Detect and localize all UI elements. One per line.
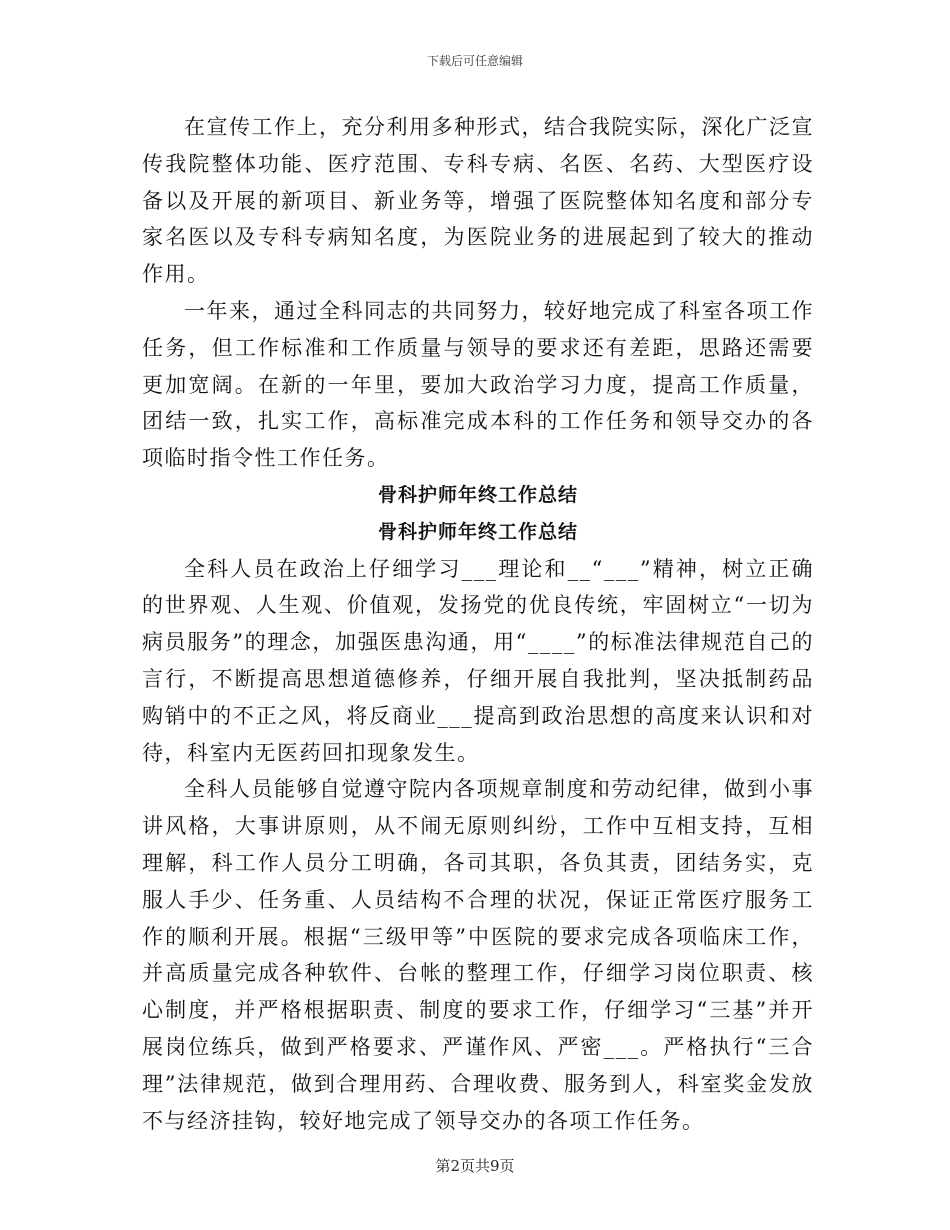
page-header: 下载后可任意编辑 xyxy=(426,54,523,68)
document-body xyxy=(142,109,814,1139)
paragraph-political-study: 全科人员在政治上仔细学习___理论和__“___”精神，树立正确的世界观、人生观、价值观，发扬党的优良传统，牢固树立“一切为病员服务”的理念，加强医患沟通，用“____”的标准法律规范自己的言行，不断提高思想道德修养，仔细开展自我批判，坚决抵制药品购销中的不正之风，将反商业___提高到政治思想的高度来认识和对待，科室内无医药回扣现象发生。 xyxy=(142,556,814,765)
section-subtitle: 骨科护师年终工作总结 xyxy=(377,520,578,543)
paragraph-year-review: 一年来，通过全科同志的共同努力，较好地完成了科室各项工作任务，但工作标准和工作质量与领导的要求还有差距，思路还需要更加宽阔。在新的一年里，要加大政治学习力度，提高工作质量，团结一致，扎实工作，高标准完成本科的工作任务和领导交办的各项临时指令性工作任务。 xyxy=(142,298,814,471)
section-title: 骨科护师年终工作总结 xyxy=(377,483,578,506)
page-number: 第2页共9页 xyxy=(435,1157,515,1175)
paragraph-discipline: 全科人员能够自觉遵守院内各项规章制度和劳动纪律，做到小事讲风格，大事讲原则，从不闹无原则纠纷，工作中互相支持，互相理解，科工作人员分工明确，各司其职，各负其责，团结务实，克服人手少、任务重、人员结构不合理的状况，保证正常医疗服务工作的顺利开展。根据“三级甲等”中医院的要求完成各项临床工作，并高质量完成各种软件、台帐的整理工作，仔细学习岗位职责、核心制度，并严格根据职责、制度的要求工作，仔细学习“三基”并开展岗位练兵，做到严格要求、严谨作风、严密___。严格执行“三合理”法律规范，做到合理用药、合理收费、服务到人，科室奖金发放不与经济挂钩，较好地完成了领导交办的各项工作任务。 xyxy=(142,777,814,1133)
paragraph-publicity: 在宣传工作上，充分利用多种形式，结合我院实际，深化广泛宣传我院整体功能、医疗范围、专科专病、名医、名药、大型医疗设备以及开展的新项目、新业务等，增强了医院整体知名度和部分专家名医以及专科专病知名度，为医院业务的进展起到了较大的推动作用。 xyxy=(142,115,814,287)
